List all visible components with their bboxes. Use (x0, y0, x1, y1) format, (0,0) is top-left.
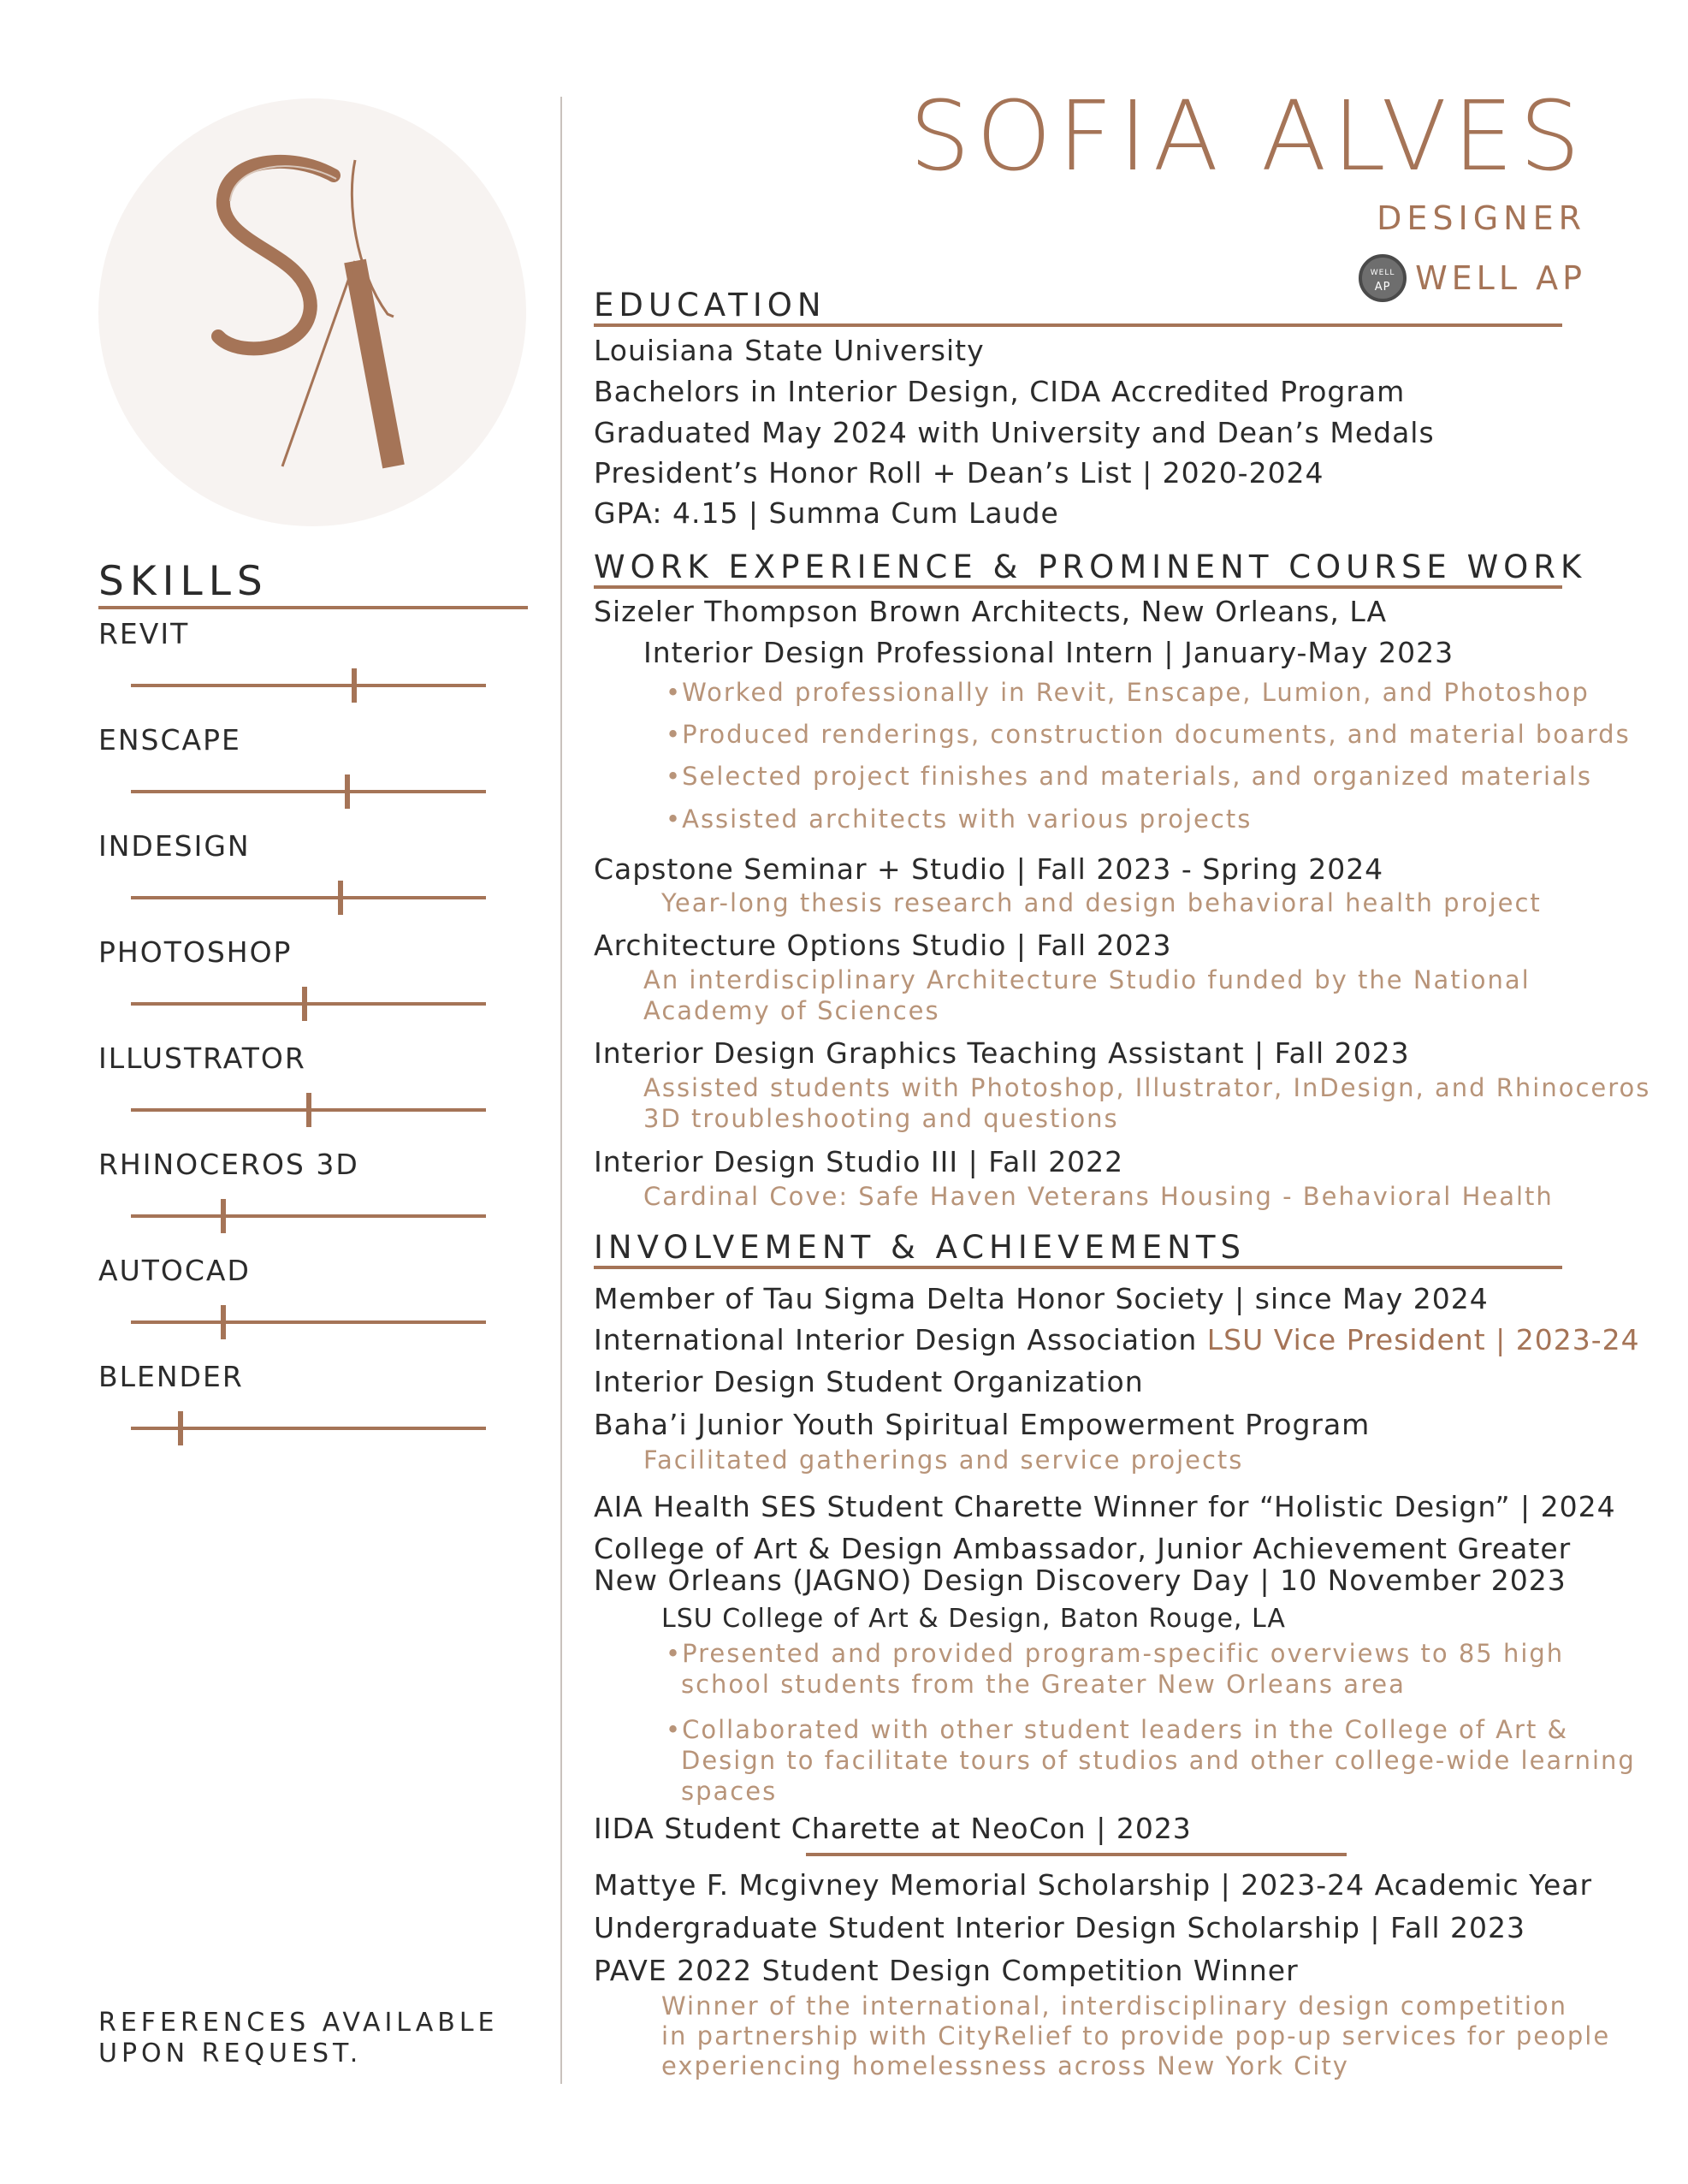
work-bullet: •Selected project finishes and materials, and organized materials (666, 762, 1593, 791)
work-bullet: •Produced renderings, construction documents, and material boards (666, 720, 1631, 749)
involvement-desc: Facilitated gatherings and service projects (643, 1445, 1244, 1475)
vertical-divider (560, 97, 562, 2084)
work-employer: Sizeler Thompson Brown Architects, New Orleans, LA (594, 595, 1388, 628)
pave-desc: in partnership with CityRelief to provide pop-up services for people (661, 2021, 1611, 2050)
education-rule (594, 323, 1562, 327)
work-title: WORK EXPERIENCE & PROMINENT COURSE WORK (594, 549, 1587, 585)
ambassador-location: LSU College of Art & Design, Baton Rouge, LA (661, 1604, 1286, 1634)
skill-name: PHOTOSHOP (98, 935, 293, 969)
ambassador-bullet: •Collaborated with other student leaders in the College of Art & (666, 1715, 1569, 1744)
skill-level-marker (338, 881, 343, 915)
studio3-desc: Cardinal Cove: Safe Haven Veterans Housing - Behavioral Health (643, 1182, 1554, 1211)
iida-text: International Interior Design Association (594, 1323, 1207, 1356)
section-divider (806, 1853, 1347, 1856)
ambassador-bullet-cont: school students from the Greater New Orleans area (681, 1670, 1406, 1699)
pave-desc: experiencing homelessness across New York City (661, 2051, 1349, 2080)
involvement-item: Undergraduate Student Interior Design Scholarship | Fall 2023 (594, 1911, 1526, 1944)
skill-level-track (131, 1214, 486, 1218)
arch-studio-title: Architecture Options Studio | Fall 2023 (594, 929, 1172, 962)
skill-name: AUTOCAD (98, 1254, 251, 1287)
work-bullet: •Assisted architects with various projects (666, 804, 1253, 834)
education-line: Graduated May 2024 with University and Dean’s Medals (594, 416, 1435, 449)
education-title: EDUCATION (594, 287, 826, 323)
involvement-item: IIDA Student Charette at NeoCon | 2023 (594, 1812, 1192, 1845)
well-ap-badge-icon (1359, 254, 1407, 302)
involvement-item: New Orleans (JAGNO) Design Discovery Day | 10 November 2023 (594, 1564, 1567, 1597)
monogram-svg (98, 98, 526, 526)
involvement-rule (594, 1266, 1562, 1269)
candidate-role: DESIGNER (1377, 199, 1586, 237)
skill-name: ILLUSTRATOR (98, 1042, 306, 1075)
ambassador-bullet-cont: Design to facilitate tours of studios and other college-wide learning (681, 1746, 1636, 1775)
references-line-2: UPON REQUEST. (98, 2039, 363, 2068)
skill-level-track (131, 790, 486, 793)
skill-level-track (131, 1320, 486, 1324)
references-note (98, 2008, 499, 2069)
skill-level-marker (221, 1199, 226, 1233)
involvement-title: INVOLVEMENT & ACHIEVEMENTS (594, 1229, 1246, 1266)
skill-name: INDESIGN (98, 829, 251, 863)
skills-title: SKILLS (98, 558, 269, 605)
skill-name: RHINOCEROS 3D (98, 1148, 359, 1181)
involvement-item: College of Art & Design Ambassador, Junior Achievement Greater (594, 1532, 1572, 1565)
badge-top-text: WELL (1370, 269, 1395, 277)
skill-level-marker (178, 1411, 183, 1445)
skill-level-marker (306, 1093, 311, 1127)
arch-studio-desc: An interdisciplinary Architecture Studio funded by the National (643, 965, 1531, 994)
badge-mid-text: AP (1374, 281, 1391, 294)
credential-text: WELL AP (1415, 259, 1586, 297)
skill-level-marker (352, 668, 357, 703)
pave-desc: Winner of the international, interdisciplinary design competition (661, 1991, 1568, 2021)
skill-name: REVIT (98, 617, 190, 650)
involvement-item (594, 1323, 1640, 1356)
involvement-item: Mattye F. Mcgivney Memorial Scholarship | 2023-24 Academic Year (594, 1868, 1593, 1902)
references-line-1: REFERENCES AVAILABLE (98, 2008, 499, 2038)
involvement-item: Member of Tau Sigma Delta Honor Society | since May 2024 (594, 1282, 1489, 1315)
education-line: Louisiana State University (594, 334, 985, 367)
skill-level-track (131, 1002, 486, 1006)
education-line: Bachelors in Interior Design, CIDA Accredited Program (594, 375, 1406, 408)
work-bullet: •Worked professionally in Revit, Enscape, Lumion, and Photoshop (666, 678, 1590, 707)
ambassador-bullet-cont: spaces (681, 1777, 778, 1806)
work-rule (594, 585, 1562, 589)
ambassador-bullet: •Presented and provided program-specific overviews to 85 high (666, 1639, 1565, 1668)
work-position: Interior Design Professional Intern | January-May 2023 (643, 636, 1454, 669)
credential (1359, 254, 1586, 302)
ta-title: Interior Design Graphics Teaching Assistant | Fall 2023 (594, 1036, 1410, 1070)
involvement-item: Baha’i Junior Youth Spiritual Empowerment Program (594, 1408, 1371, 1441)
skill-name: BLENDER (98, 1360, 244, 1393)
skill-name: ENSCAPE (98, 723, 241, 757)
studio3-title: Interior Design Studio III | Fall 2022 (594, 1145, 1124, 1178)
capstone-title: Capstone Seminar + Studio | Fall 2023 - Spring 2024 (594, 852, 1384, 886)
education-line: President’s Honor Roll + Dean’s List | 2020-2024 (594, 456, 1324, 490)
monogram-logo (98, 98, 526, 526)
skill-level-track (131, 1427, 486, 1430)
arch-studio-desc: Academy of Sciences (643, 996, 940, 1025)
iida-role: LSU Vice President | 2023-24 (1206, 1323, 1640, 1356)
ta-desc: Assisted students with Photoshop, Illustrator, InDesign, and Rhinoceros (643, 1073, 1651, 1102)
candidate-name: SOFIA ALVES (909, 81, 1586, 193)
skill-level-marker (221, 1305, 226, 1339)
skill-level-track (131, 684, 486, 687)
ta-desc: 3D troubleshooting and questions (643, 1104, 1119, 1133)
skill-level-track (131, 896, 486, 899)
capstone-desc: Year-long thesis research and design behavioral health project (661, 888, 1542, 917)
involvement-item: AIA Health SES Student Charette Winner for “Holistic Design” | 2024 (594, 1490, 1616, 1523)
involvement-item: Interior Design Student Organization (594, 1365, 1144, 1398)
skills-rule (98, 606, 528, 609)
skill-level-marker (302, 987, 307, 1021)
involvement-item: PAVE 2022 Student Design Competition Winner (594, 1954, 1299, 1987)
education-line: GPA: 4.15 | Summa Cum Laude (594, 496, 1059, 530)
skill-level-marker (345, 774, 350, 809)
skill-level-track (131, 1108, 486, 1112)
